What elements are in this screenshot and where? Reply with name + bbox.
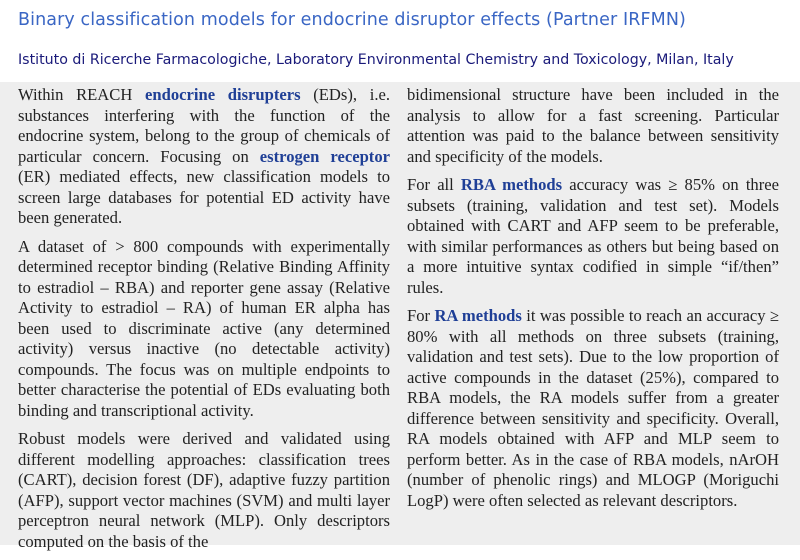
paragraph-descriptors: bidimensional structure have been included in the analysis to allow for a fast screening. Particular attention was paid to the balance between sensitivity and specificity of the models. xyxy=(407,85,779,166)
paragraph-dataset: A dataset of > 800 compounds with experimentally determined receptor binding (Relative Binding Affinity to estradiol – RBA) and reporter gene assay (Relative Activity to estradiol – RA) of human ER alpha has been used to discriminate active (any determined activity) versus inactive (no detectable activity) compounds. The focus was on multiple endpoints to better characterise the potential of EDs evaluating both binding and transcriptional activity. xyxy=(18,236,390,420)
left-column xyxy=(18,85,390,560)
text-run: (ER) mediated effects, new classification models to screen large databases for potential ED activity have been generated. xyxy=(18,167,390,227)
text-run: Within REACH xyxy=(18,85,146,104)
text-run: accuracy was ≥ 85% on three subsets (training, validation and test set). Models obtained with CART and AFP seem to be preferable, with similar performances as others but being based on a more intuitive syntax codified in simple “if/then” rules. xyxy=(407,175,779,297)
paragraph-intro xyxy=(18,85,390,229)
paragraph-rba-methods xyxy=(407,175,779,298)
highlight-estrogen-receptor: estrogen receptor xyxy=(259,146,390,166)
text-run: it was possible to reach an accuracy ≥ 80% with all methods on three subsets (training, validation and test sets). Due to the low proportion of active compounds in the dataset (25%), compared to RBA models, the RA models suffer from a greater difference between sensitivity and specificity. Overall, RA models obtained with AFP and MLP seem to perform better. As in the case of RBA models, nArOH (number of phenolic rings) and MLOGP (Moriguchi LogP) were often selected as relevant descriptors. xyxy=(407,306,780,510)
highlight-endocrine-disrupters: endocrine disrupters xyxy=(145,85,301,104)
right-column xyxy=(407,85,779,519)
paragraph-ra-methods xyxy=(407,306,779,511)
text-run: For all xyxy=(407,175,461,194)
institution-subtitle: Istituto di Ricerche Farmacologiche, Laboratory Environmental Chemistry and Toxicology, Milan, Italy xyxy=(18,52,734,68)
paragraph-models: Robust models were derived and validated using different modelling approaches: classification trees (CART), decision forest (DF), adaptive fuzzy partition (AFP), support vector machines (SVM) and multi layer perceptron neural network (MLP). Only descriptors computed on the basis of the xyxy=(18,429,390,551)
highlight-rba-methods: RBA methods xyxy=(460,175,563,194)
page-title: Binary classification models for endocrine disruptor effects (Partner IRFMN) xyxy=(18,10,686,30)
text-run: For xyxy=(407,306,435,325)
highlight-ra-methods: RA methods xyxy=(434,306,522,325)
text-run: (EDs), i.e. substances interfering with the function of the endocrine system, belong to the group of chemicals of particular concern. Focusing on xyxy=(18,85,390,166)
